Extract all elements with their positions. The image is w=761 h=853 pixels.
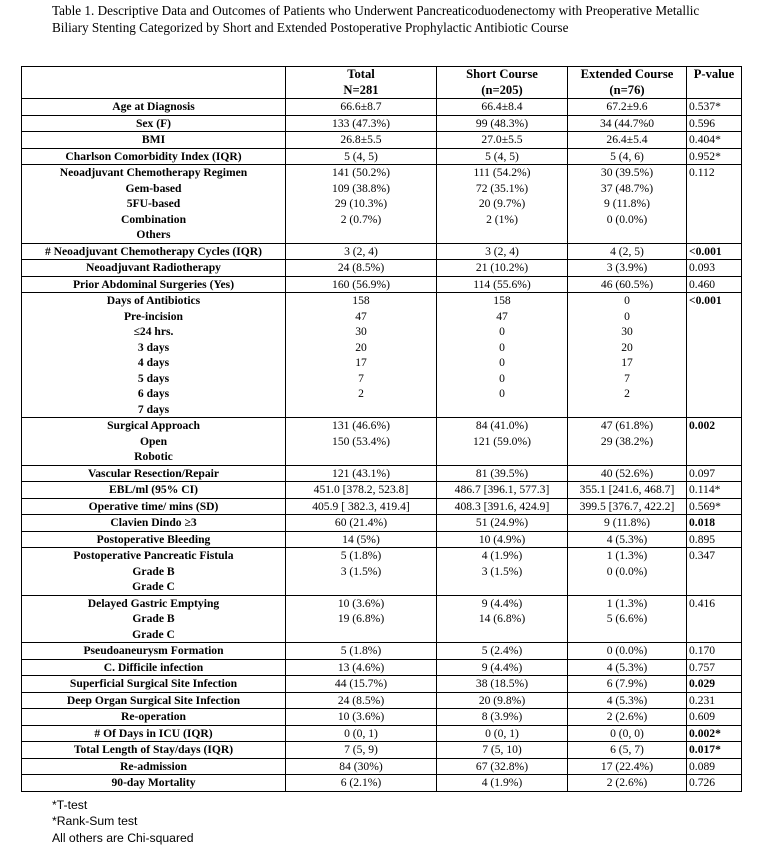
extended-cell: 34 (44.7%0 (568, 115, 687, 132)
footnotes (52, 797, 194, 846)
table-row (22, 115, 742, 132)
table-row (22, 515, 742, 532)
table-row (22, 482, 742, 499)
short-cell: 51 (24.9%) (437, 515, 568, 532)
table-row (22, 709, 742, 726)
row-label: C. Difficile infection (22, 659, 286, 676)
pvalue-cell: 0.002* (687, 725, 742, 742)
row-label: Sex (F) (22, 115, 286, 132)
row-label: Deep Organ Surgical Site Infection (22, 692, 286, 709)
short-value: 9 (4.4%) (481, 596, 523, 610)
extended-cell (568, 418, 687, 466)
total-cell: 7 (5, 9) (286, 742, 437, 759)
short-value: 158 (493, 294, 511, 307)
short-cell: 8 (3.9%) (437, 709, 568, 726)
table-caption: Table 1. Descriptive Data and Outcomes of Patients who Underwent Pancreaticoduodenectomy with Preoperative Metallic Biliary Stenting Categorized by Short and Extended Postoperative Prophylactic Antibiotic Course (52, 3, 700, 35)
short-cell: 10 (4.9%) (437, 531, 568, 548)
extended-value: 7 (624, 371, 630, 385)
short-cell: 114 (55.6%) (437, 276, 568, 293)
footnote-ranksum: *Rank-Sum test (52, 814, 138, 829)
short-cell (437, 165, 568, 244)
pvalue-cell: 0.002 (687, 418, 742, 466)
total-cell (286, 293, 437, 418)
extended-cell (568, 548, 687, 596)
short-value: 0 (499, 371, 505, 385)
table-row (22, 725, 742, 742)
header-blank (22, 67, 286, 99)
row-label: Re-admission (22, 758, 286, 775)
table-row (22, 243, 742, 260)
row-label: Charlson Comorbidity Index (IQR) (22, 148, 286, 165)
table-row (22, 148, 742, 165)
short-cell: 99 (48.3%) (437, 115, 568, 132)
extended-value: 0 (624, 294, 630, 307)
total-cell: 451.0 [378.2, 523.8] (286, 482, 437, 499)
pvalue-cell: 0.089 (687, 758, 742, 775)
pvalue-cell: 0.018 (687, 515, 742, 532)
pvalue-cell: 0.895 (687, 531, 742, 548)
header-short-label: Short Course (466, 67, 538, 81)
extended-value: 47 (61.8%) (600, 419, 654, 432)
short-value: 72 (35.1%) (475, 181, 529, 195)
pvalue-cell: 0.097 (687, 465, 742, 482)
extended-cell (568, 165, 687, 244)
extended-value: 9 (11.8%) (604, 197, 650, 210)
sub-label: 4 days (137, 356, 170, 369)
row-label: Superficial Surgical Site Infection (22, 676, 286, 693)
extended-value: 29 (38.2%) (600, 434, 654, 448)
header-total (286, 67, 437, 99)
table-row (22, 531, 742, 548)
pvalue-cell: 0.596 (687, 115, 742, 132)
pvalue-cell: <0.001 (687, 293, 742, 418)
total-value: 150 (53.4%) (332, 434, 390, 448)
total-cell: 14 (5%) (286, 531, 437, 548)
extended-cell: 4 (5.3%) (568, 659, 687, 676)
extended-value: 1 (1.3%) (606, 596, 648, 610)
total-value: 29 (10.3%) (334, 197, 388, 210)
table-row (22, 276, 742, 293)
extended-value: 2 (624, 387, 630, 400)
short-value: 0 (499, 356, 505, 369)
total-cell: 10 (3.6%) (286, 709, 437, 726)
row-label: # Of Days in ICU (IQR) (22, 725, 286, 742)
pvalue-cell: 0.757 (687, 659, 742, 676)
table-row (22, 692, 742, 709)
table-row (22, 498, 742, 515)
total-value: 10 (3.6%) (337, 596, 385, 610)
total-value: 20 (355, 340, 367, 354)
total-cell: 0 (0, 1) (286, 725, 437, 742)
table-row (22, 659, 742, 676)
sub-label: Grade B (132, 612, 175, 625)
sub-label: Others (136, 228, 171, 241)
row-label (22, 548, 286, 596)
table-body (22, 99, 742, 792)
group-label: Delayed Gastric Emptying (87, 596, 220, 610)
total-cell (286, 595, 437, 643)
short-value: 2 (1%) (486, 212, 518, 226)
sub-label: Grade C (132, 580, 175, 593)
header-extended-course (568, 67, 687, 99)
footnote-ttest: *T-test (52, 798, 88, 812)
short-value: 121 (59.0%) (473, 434, 531, 448)
total-value: 2 (0.7%) (340, 212, 382, 226)
extended-cell: 355.1 [241.6, 468.7] (568, 482, 687, 499)
row-label (22, 293, 286, 418)
pvalue-cell: 0.093 (687, 260, 742, 277)
descriptive-data-table (21, 66, 742, 792)
pvalue-cell: 0.404* (687, 132, 742, 149)
total-cell: 26.8±5.5 (286, 132, 437, 149)
extended-value: 0 (624, 309, 630, 323)
total-value: 17 (355, 356, 367, 369)
pvalue-cell: 0.460 (687, 276, 742, 293)
total-value: 47 (355, 309, 367, 323)
short-value: 20 (9.7%) (478, 197, 526, 210)
row-label: Vascular Resection/Repair (22, 465, 286, 482)
total-cell: 66.6±8.7 (286, 99, 437, 116)
extended-cell: 9 (11.8%) (568, 515, 687, 532)
total-cell: 5 (1.8%) (286, 643, 437, 660)
sub-label: Grade B (132, 564, 175, 578)
header-pvalue-label: P-value (693, 67, 735, 81)
total-value: 131 (46.6%) (332, 419, 390, 432)
table-row (22, 99, 742, 116)
short-cell (437, 293, 568, 418)
header-extended-label: Extended Course (580, 67, 674, 81)
extended-cell: 4 (2, 5) (568, 243, 687, 260)
extended-cell: 4 (5.3%) (568, 531, 687, 548)
short-cell: 5 (2.4%) (437, 643, 568, 660)
extended-cell: 3 (3.9%) (568, 260, 687, 277)
total-value: 7 (358, 371, 364, 385)
table-row (22, 595, 742, 643)
pvalue-cell: <0.001 (687, 243, 742, 260)
total-value: 158 (352, 294, 370, 307)
extended-cell: 4 (5.3%) (568, 692, 687, 709)
header-extended-n: (n=76) (609, 82, 645, 97)
sub-label: Grade C (132, 627, 175, 641)
sub-label: Combination (120, 212, 187, 226)
extended-cell: 6 (5, 7) (568, 742, 687, 759)
total-cell: 5 (4, 5) (286, 148, 437, 165)
pvalue-cell: 0.029 (687, 676, 742, 693)
short-cell: 0 (0, 1) (437, 725, 568, 742)
group-label: Surgical Approach (107, 419, 200, 432)
short-cell: 4 (1.9%) (437, 775, 568, 792)
sub-label: Robotic (134, 450, 173, 463)
extended-cell: 5 (4, 6) (568, 148, 687, 165)
short-cell: 9 (4.4%) (437, 659, 568, 676)
sub-label: Gem-based (125, 181, 182, 195)
short-value: 0 (499, 387, 505, 400)
pvalue-cell: 0.609 (687, 709, 742, 726)
extended-value: 0 (0.0%) (606, 564, 648, 578)
row-label: Prior Abdominal Surgeries (Yes) (22, 276, 286, 293)
total-value: 19 (6.8%) (337, 612, 385, 625)
short-value: 0 (499, 325, 505, 338)
table-header-row (22, 67, 742, 99)
extended-cell: 40 (52.6%) (568, 465, 687, 482)
row-label: Pseudoaneurysm Formation (22, 643, 286, 660)
extended-cell: 6 (7.9%) (568, 676, 687, 693)
header-short-course (437, 67, 568, 99)
table-row (22, 418, 742, 466)
pvalue-cell: 0.416 (687, 595, 742, 643)
total-cell (286, 165, 437, 244)
extended-cell (568, 595, 687, 643)
short-cell: 408.3 [391.6, 424.9] (437, 498, 568, 515)
extended-value: 17 (621, 356, 633, 369)
row-label: BMI (22, 132, 286, 149)
total-cell (286, 418, 437, 466)
extended-cell: 2 (2.6%) (568, 709, 687, 726)
pvalue-cell: 0.170 (687, 643, 742, 660)
total-cell: 60 (21.4%) (286, 515, 437, 532)
total-cell: 160 (56.9%) (286, 276, 437, 293)
extended-cell: 17 (22.4%) (568, 758, 687, 775)
extended-cell: 2 (2.6%) (568, 775, 687, 792)
row-label: Age at Diagnosis (22, 99, 286, 116)
header-total-n: N=281 (343, 82, 379, 97)
extended-cell: 26.4±5.4 (568, 132, 687, 149)
row-label: Neoadjuvant Radiotherapy (22, 260, 286, 277)
total-cell: 3 (2, 4) (286, 243, 437, 260)
total-value: 5 (1.8%) (340, 549, 382, 562)
row-label (22, 595, 286, 643)
group-label: Days of Antibiotics (106, 294, 201, 307)
table-row (22, 465, 742, 482)
total-cell: 13 (4.6%) (286, 659, 437, 676)
short-value: 4 (1.9%) (481, 549, 523, 562)
total-cell (286, 548, 437, 596)
extended-value: 0 (0.0%) (606, 212, 648, 226)
pvalue-cell: 0.537* (687, 99, 742, 116)
footnote-chisquared: All others are Chi-squared (52, 830, 194, 845)
total-cell: 6 (2.1%) (286, 775, 437, 792)
row-label: Operative time/ mins (SD) (22, 498, 286, 515)
header-total-label: Total (347, 67, 375, 81)
table-row (22, 260, 742, 277)
pvalue-cell: 0.231 (687, 692, 742, 709)
pvalue-cell: 0.112 (687, 165, 742, 244)
row-label: Total Length of Stay/days (IQR) (22, 742, 286, 759)
sub-label: Pre-incision (123, 309, 184, 323)
row-label (22, 165, 286, 244)
extended-cell: 399.5 [376.7, 422.2] (568, 498, 687, 515)
short-cell: 486.7 [396.1, 577.3] (437, 482, 568, 499)
short-cell (437, 418, 568, 466)
sub-label: Open (139, 434, 168, 448)
total-value: 2 (358, 387, 364, 400)
total-cell: 24 (8.5%) (286, 692, 437, 709)
group-label: Postoperative Pancreatic Fistula (73, 549, 234, 562)
short-cell: 38 (18.5%) (437, 676, 568, 693)
short-cell (437, 548, 568, 596)
extended-cell: 67.2±9.6 (568, 99, 687, 116)
header-pvalue (687, 67, 742, 99)
row-label: Clavien Dindo ≥3 (22, 515, 286, 532)
total-cell: 121 (43.1%) (286, 465, 437, 482)
extended-value: 30 (39.5%) (600, 166, 654, 179)
pvalue-cell: 0.952* (687, 148, 742, 165)
row-label: # Neoadjuvant Chemotherapy Cycles (IQR) (22, 243, 286, 260)
total-cell: 44 (15.7%) (286, 676, 437, 693)
extended-value: 5 (6.6%) (606, 612, 648, 625)
table-row (22, 548, 742, 596)
short-cell: 66.4±8.4 (437, 99, 568, 116)
table-row (22, 775, 742, 792)
table-row (22, 758, 742, 775)
extended-value: 1 (1.3%) (606, 549, 648, 562)
extended-cell: 0 (0, 0) (568, 725, 687, 742)
table-row (22, 742, 742, 759)
short-cell: 27.0±5.5 (437, 132, 568, 149)
extended-value: 20 (621, 340, 633, 354)
pvalue-cell: 0.726 (687, 775, 742, 792)
row-label: Postoperative Bleeding (22, 531, 286, 548)
short-value: 84 (41.0%) (475, 419, 529, 432)
header-short-n: (n=205) (481, 82, 523, 97)
table-row (22, 676, 742, 693)
table-row (22, 132, 742, 149)
total-cell: 84 (30%) (286, 758, 437, 775)
short-value: 111 (54.2%) (473, 166, 531, 179)
total-value: 141 (50.2%) (332, 166, 390, 179)
short-value: 47 (496, 309, 508, 323)
row-label: EBL/ml (95% CI) (22, 482, 286, 499)
group-label: Neoadjuvant Chemotherapy Regimen (59, 166, 248, 179)
short-cell: 7 (5, 10) (437, 742, 568, 759)
short-cell: 5 (4, 5) (437, 148, 568, 165)
short-cell: 67 (32.8%) (437, 758, 568, 775)
short-value: 3 (1.5%) (481, 564, 523, 578)
row-label: Re-operation (22, 709, 286, 726)
sub-label: 6 days (137, 387, 170, 400)
pvalue-cell: 0.017* (687, 742, 742, 759)
pvalue-cell: 0.569* (687, 498, 742, 515)
total-cell: 24 (8.5%) (286, 260, 437, 277)
total-cell: 405.9 [ 382.3, 419.4] (286, 498, 437, 515)
table-row (22, 293, 742, 418)
short-cell: 81 (39.5%) (437, 465, 568, 482)
sub-label: ≤24 hrs. (133, 325, 174, 338)
total-value: 3 (1.5%) (340, 564, 382, 578)
extended-cell: 46 (60.5%) (568, 276, 687, 293)
sub-label: 3 days (137, 340, 170, 354)
extended-cell (568, 293, 687, 418)
total-value: 109 (38.8%) (332, 181, 390, 195)
table-row (22, 643, 742, 660)
sub-label: 7 days (137, 402, 170, 416)
short-value: 14 (6.8%) (478, 612, 526, 625)
sub-label: 5 days (137, 371, 170, 385)
short-cell: 21 (10.2%) (437, 260, 568, 277)
table-row (22, 165, 742, 244)
row-label: 90-day Mortality (22, 775, 286, 792)
short-cell (437, 595, 568, 643)
row-label (22, 418, 286, 466)
short-cell: 3 (2, 4) (437, 243, 568, 260)
extended-value: 37 (48.7%) (600, 181, 654, 195)
total-cell: 133 (47.3%) (286, 115, 437, 132)
short-value: 0 (499, 340, 505, 354)
sub-label: 5FU-based (126, 197, 181, 210)
extended-cell: 0 (0.0%) (568, 643, 687, 660)
short-cell: 20 (9.8%) (437, 692, 568, 709)
total-value: 30 (355, 325, 367, 338)
extended-value: 30 (621, 325, 633, 338)
pvalue-cell: 0.347 (687, 548, 742, 596)
pvalue-cell: 0.114* (687, 482, 742, 499)
